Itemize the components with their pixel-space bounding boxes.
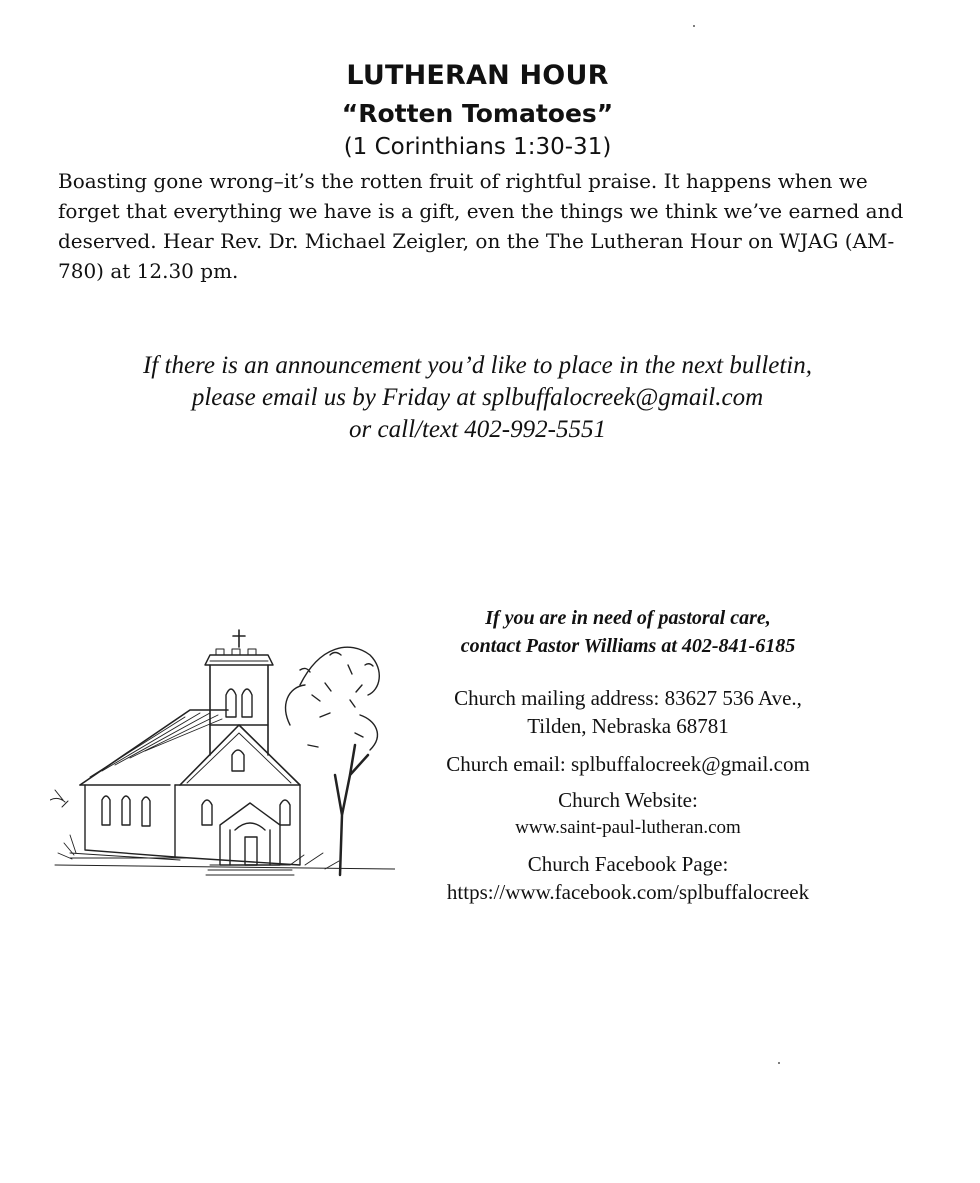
church-facebook — [418, 850, 838, 906]
facebook-link[interactable]: https://www.facebook.com/splbuffalocreek — [446, 880, 810, 904]
contact-info — [418, 604, 838, 906]
pastoral-care-line: contact Pastor Williams at 402-841-6185 — [460, 635, 796, 657]
church-email — [418, 750, 838, 778]
church-illustration — [50, 625, 395, 880]
announcement-line: or call/text 402-992-5551 — [349, 416, 606, 443]
scan-speck — [693, 25, 695, 27]
announcement-line: If there is an announcement you’d like to place in the next bulletin, — [142, 352, 813, 379]
announcement-line: please email us by Friday at splbuffalocreek@gmail.com — [191, 384, 764, 411]
pastoral-care-line: If you are in need of pastoral care, — [485, 607, 771, 629]
facebook-label: Church Facebook Page: — [527, 852, 729, 876]
sermon-title: “Rotten Tomatoes” — [341, 99, 614, 128]
mailing-address-line: Church mailing address: 83627 536 Ave., — [454, 686, 802, 710]
church-website — [418, 786, 838, 842]
mailing-address-line: Tilden, Nebraska 68781 — [527, 714, 729, 738]
scan-speck — [778, 1062, 780, 1064]
scripture-reference: (1 Corinthians 1:30-31) — [343, 134, 612, 160]
pastoral-care-notice — [418, 604, 838, 660]
lutheran-hour-title: LUTHERAN HOUR — [346, 60, 609, 91]
mailing-address — [418, 684, 838, 740]
website-link[interactable]: www.saint-paul-lutheran.com — [515, 817, 741, 838]
lutheran-hour-description: Boasting gone wrong–it’s the rotten fruit of rightful praise. It happens when we forget that everything we have is a gift, even the things we think we’ve earned and deserved. Hear Rev. Dr. Michael Zeigler, on the The Lutheran Hour on WJAG (AM-780) at 12.30 pm. — [58, 169, 904, 283]
church-email-text: Church email: splbuffalocreek@gmail.com — [446, 752, 810, 776]
website-label: Church Website: — [558, 788, 698, 812]
announcement-notice — [0, 350, 955, 446]
